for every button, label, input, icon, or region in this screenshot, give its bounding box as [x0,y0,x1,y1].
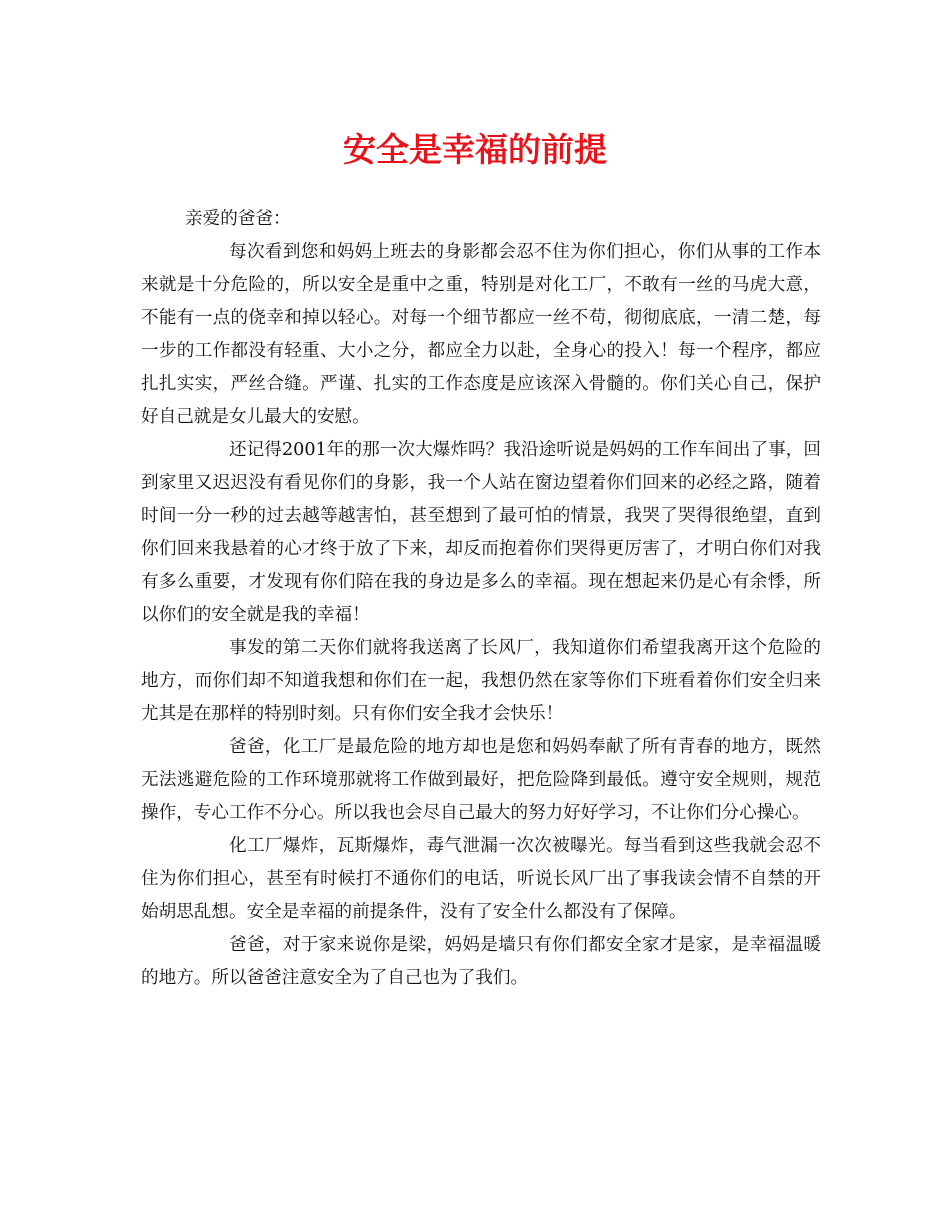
letter-greeting: 亲爱的爸爸： [185,209,291,229]
paragraph-3: 事发的第二天你们就将我送离了长风厂，我知道你们希望我离开这个危险的地方，而你们却不知道我想和你们在一起，我想仍然在家等你们下班看着你们安全归来尤其是在那样的特别时刻。只有你们安全我才会快乐！ [141,638,821,724]
document-title: 安全是幸福的前提 [343,130,607,169]
paragraph-1: 每次看到您和妈妈上班去的身影都会忍不住为你们担心，你们从事的工作本来就是十分危险的，所以安全是重中之重，特别是对化工厂，不敢有一丝的马虎大意，不能有一点的侥幸和掉以轻心。对每一个细节都应一丝不苟，彻彻底底，一清二楚，每一步的工作都没有轻重、大小之分，都应全力以赴，全身心的投入！每一个程序，都应扎扎实实，严丝合缝。严谨、扎实的工作态度是应该深入骨髓的。你们关心自己，保护好自己就是女儿最大的安慰。 [141,242,821,427]
paragraph-2: 还记得2001年的那一次大爆炸吗？我沿途听说是妈妈的工作车间出了事，回到家里又迟迟没有看见你们的身影，我一个人站在窗边望着你们回来的必经之路，随着时间一分一秒的过去越等越害怕，甚至想到了最可怕的情景，我哭了哭得很绝望，直到你们回来我悬着的心才终于放了下来，却反而抱着你们哭得更厉害了，才明白你们对我有多么重要，才发现有你们陪在我的身边是多么的幸福。现在想起来仍是心有余悸，所以你们的安全就是我的幸福！ [141,440,821,625]
document-body [141,203,821,995]
paragraph-4: 爸爸，化工厂是最危险的地方却也是您和妈妈奉献了所有青春的地方，既然无法逃避危险的工作环境那就将工作做到最好，把危险降到最低。遵守安全规则，规范操作，专心工作不分心。所以我也会尽自己最大的努力好好学习，不让你们分心操心。 [141,737,821,823]
paragraph-5: 化工厂爆炸，瓦斯爆炸，毒气泄漏一次次被曝光。每当看到这些我就会忍不住为你们担心，甚至有时候打不通你们的电话，听说长风厂出了事我读会情不自禁的开始胡思乱想。安全是幸福的前提条件，没有了安全什么都没有了保障。 [141,836,821,922]
paragraph-6: 爸爸，对于家来说你是梁，妈妈是墙只有你们都安全家才是家，是幸福温暖的地方。所以爸爸注意安全为了自己也为了我们。 [141,935,821,988]
